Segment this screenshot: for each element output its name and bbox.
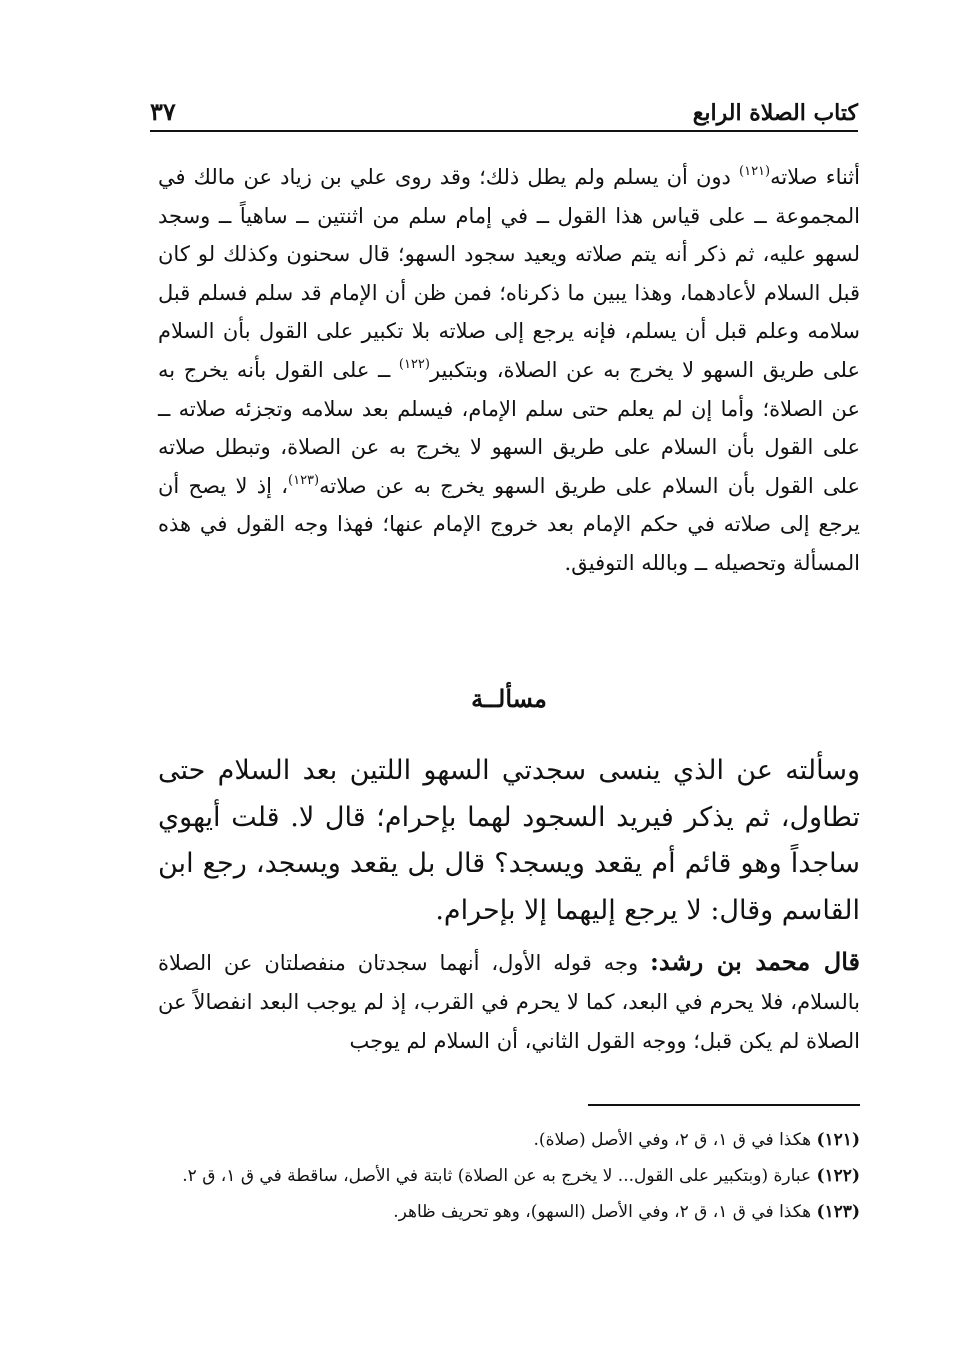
footnote-number: (١٢١) [816, 1130, 860, 1150]
footnote-separator [588, 1104, 860, 1106]
footnote-122 [158, 1158, 860, 1194]
text-segment: دون أن يسلم ولم يطل ذلك؛ وقد روى علي بن زياد عن مالك في المجموعة ــ على قياس هذا القول ــ في إمام سلم من اثنتين ــ ساهياً ــ وسجد لسهو عليه، ثم ذكر أنه يتم صلاته ويعيد سجود السهو؛ قال سحنون وكذلك لو كان قبل السلام لأعادهما، وهذا يبين ما ذكرناه؛ فمن ظن أن الإمام قد سلم فسلم قبل سلامه وعلم قبل أن يسلم، فإنه يرجع إلى صلاته بلا تكبير على القول بأن السلام على طريق السهو لا يخرج به عن الصلاة، وبتكبير [158, 165, 860, 382]
section-heading: مسألــة [471, 684, 547, 713]
footnote-text: عبارة (وبتكبير على القول... لا يخرج به عن الصلاة) ثابتة في الأصل، ساقطة في ق ١، ق ٢. [182, 1166, 812, 1186]
footnotes [158, 1122, 860, 1230]
page-header [150, 88, 858, 132]
text-segment: ، إذ لا يصح أن يرجع إلى صلاته في حكم الإمام بعد خروج الإمام عنها؛ فهذا وجه القول في هذه المسألة وتحصيله ــ وبالله التوفيق. [158, 473, 860, 575]
answer-text-block [158, 942, 860, 1061]
main-paragraph [158, 158, 860, 583]
footnote-text: هكذا في ق ١، ق ٢، وفي الأصل (السهو)، وهو تحريف ظاهر. [393, 1202, 812, 1222]
text-segment: ــ على القول بأنه يخرج به عن الصلاة؛ وأما إن لم يعلم حتى سلم الإمام، فيسلم بعد سلامه وتجزئه صلاته ــ على القول بأن السلام على طريق السهو لا يخرج به عن الصلاة، وتبطل صلاته على القول بأن السلام على طريق السهو يخرج به عن صلاته [158, 357, 860, 498]
footnote-121 [158, 1122, 860, 1158]
page-number: ٣٧ [150, 97, 176, 126]
footnote-ref-123: (١٢٣) [288, 472, 320, 488]
question-paragraph [158, 748, 860, 934]
paragraph-text [158, 158, 860, 583]
answer-text: وجه قوله الأول، أنهما سجدتان منفصلتان عن الصلاة بالسلام، فلا يحرم في البعد، كما لا يحرم في القرب، إذ لم يوجب البعد انفصالاً عن الصلاة لم يكن قبل؛ ووجه القول الثاني، أن السلام لم يوجب [158, 951, 860, 1053]
footnote-123 [158, 1194, 860, 1230]
question-text: وسألته عن الذي ينسى سجدتي السهو اللتين بعد السلام حتى تطاول، ثم يذكر فيريد السجود لهما بإحرام؛ قال لا. قلت أيهوي ساجداً وهو قائم أم يقعد ويسجد؟ قال بل يقعد ويسجد، رجع ابن القاسم وقال: لا يرجع إليهما إلا بإحرام. [158, 755, 860, 926]
text-segment: أثناء صلاته [770, 165, 860, 189]
footnote-ref-122: (١٢٢) [398, 356, 430, 372]
running-title: كتاب الصلاة الرابع [692, 100, 858, 126]
footnote-number: (١٢٣) [816, 1202, 860, 1222]
speaker-label: قال محمد بن رشد: [650, 947, 860, 976]
footnote-text: هكذا في ق ١، ق ٢، وفي الأصل (صلاة). [533, 1130, 812, 1150]
footnote-ref-121: (١٢١) [739, 164, 771, 179]
footnote-number: (١٢٢) [816, 1166, 860, 1186]
answer-paragraph [158, 942, 860, 1061]
